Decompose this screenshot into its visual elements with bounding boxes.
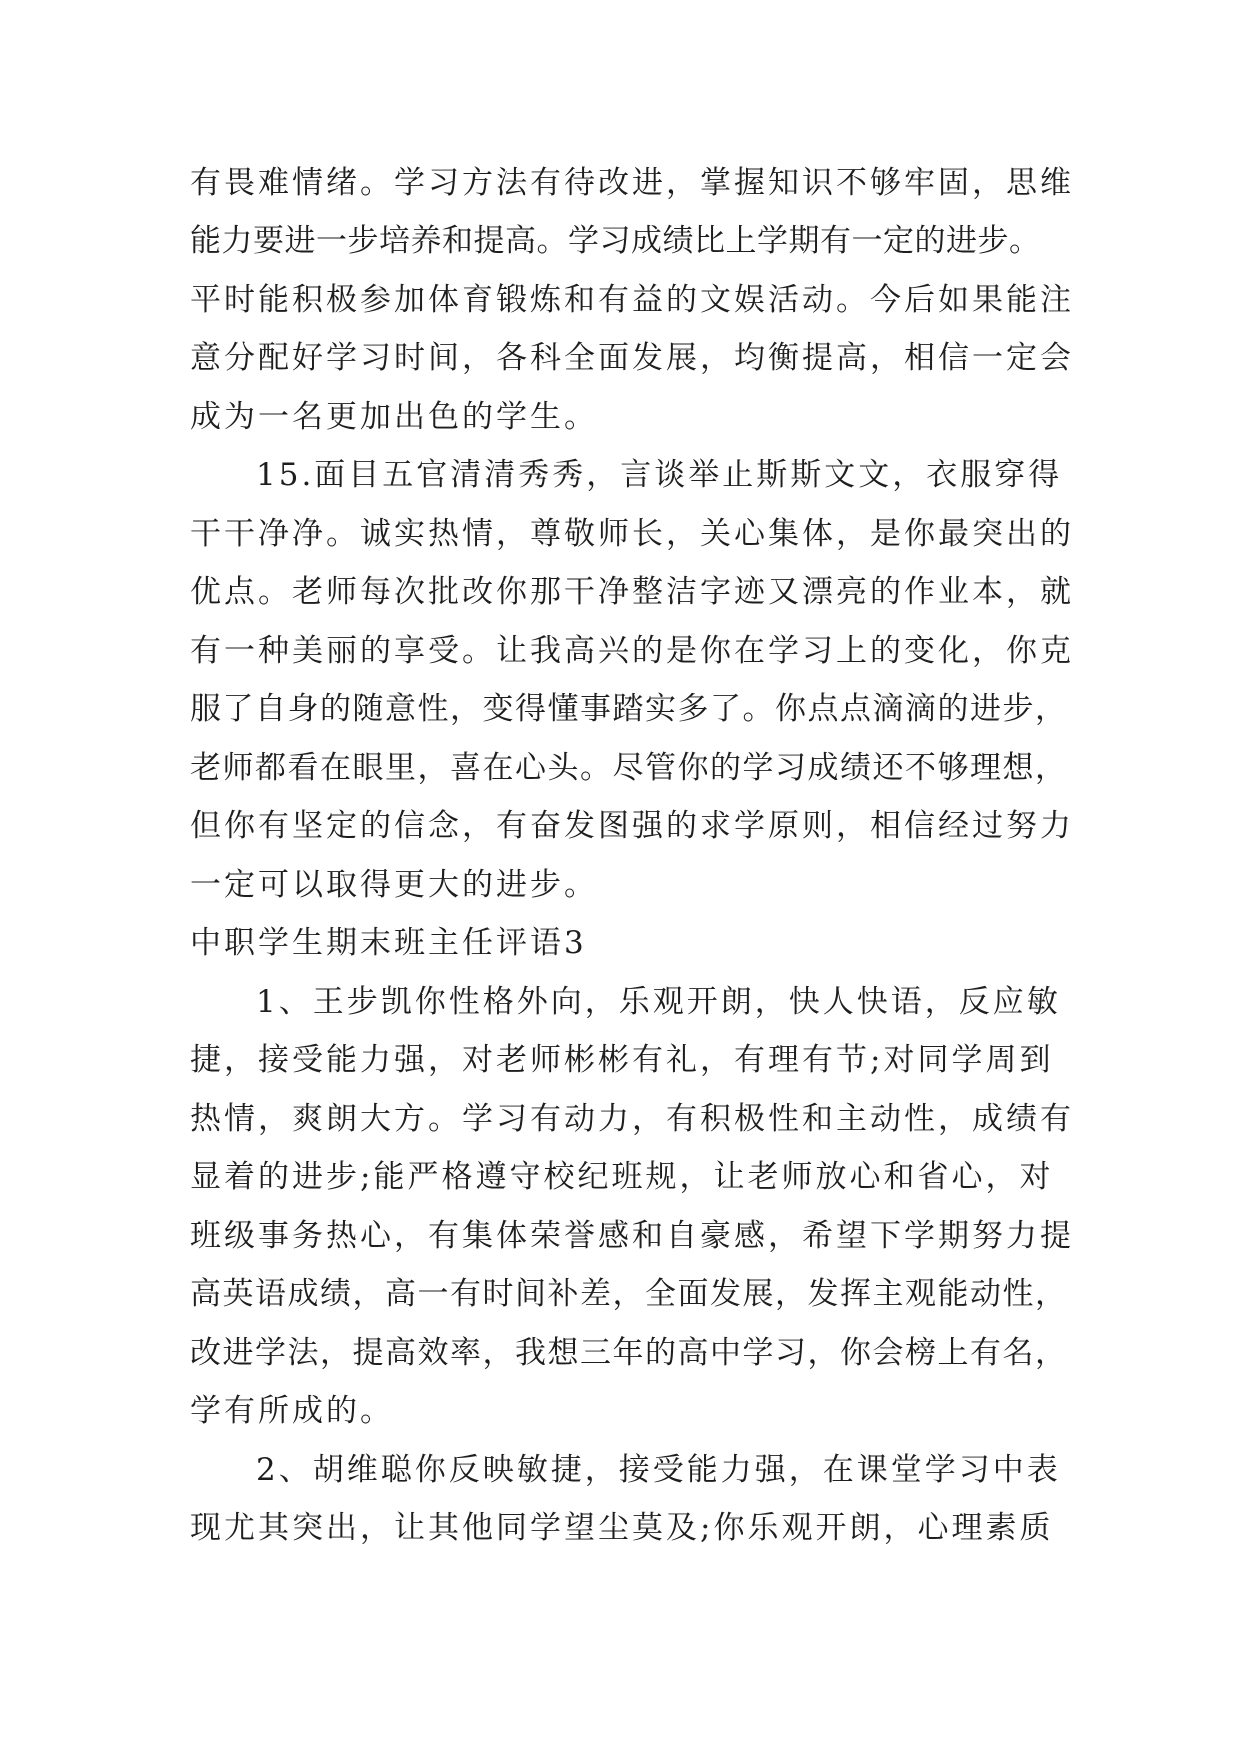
text-line: 现尤其突出，让其他同学望尘莫及;你乐观开朗，心理素质 — [190, 1510, 1054, 1546]
text-line: 有畏难情绪。学习方法有待改进，掌握知识不够牢固，思维 — [190, 165, 1074, 201]
text-line: 能力要进一步培养和提高。学习成绩比上学期有一定的进步。 — [190, 223, 1041, 259]
text-line: 捷，接受能力强，对老师彬彬有礼，有理有节;对同学周到 — [190, 1042, 1054, 1078]
text-line: 老师都看在眼里，喜在心头。尽管你的学习成绩还不够理想， — [190, 750, 1068, 786]
paragraph-first-line: 1、王步凯你性格外向，乐观开朗，快人快语，反应敏 — [256, 984, 1061, 1020]
text-line: 改进学法，提高效率，我想三年的高中学习，你会榜上有名， — [190, 1335, 1068, 1371]
text-line: 有一种美丽的享受。让我高兴的是你在学习上的变化，你克 — [190, 633, 1074, 669]
paragraph-first-line: 2、胡维聪你反映敏捷，接受能力强，在课堂学习中表 — [256, 1452, 1061, 1488]
text-line: 热情，爽朗大方。学习有动力，有积极性和主动性，成绩有 — [190, 1101, 1074, 1137]
text-line: 一定可以取得更大的进步。 — [190, 867, 598, 903]
text-line: 优点。老师每次批改你那干净整洁字迹又漂亮的作业本，就 — [190, 574, 1074, 610]
text-line: 高英语成绩，高一有时间补差，全面发展，发挥主观能动性， — [190, 1276, 1068, 1312]
text-line: 成为一名更加出色的学生。 — [190, 399, 598, 435]
text-line: 但你有坚定的信念，有奋发图强的求学原则，相信经过努力 — [190, 808, 1074, 844]
text-line: 显着的进步;能严格遵守校纪班规，让老师放心和省心，对 — [190, 1159, 1054, 1195]
text-line: 班级事务热心，有集体荣誉感和自豪感，希望下学期努力提 — [190, 1218, 1074, 1254]
text-line: 意分配好学习时间，各科全面发展，均衡提高，相信一定会 — [190, 340, 1074, 376]
section-heading: 中职学生期末班主任评语3 — [190, 925, 587, 961]
text-line: 平时能积极参加体育锻炼和有益的文娱活动。今后如果能注 — [190, 282, 1074, 318]
text-line: 服了自身的随意性，变得懂事踏实多了。你点点滴滴的进步， — [190, 691, 1068, 727]
text-line: 干干净净。诚实热情，尊敬师长，关心集体，是你最突出的 — [190, 516, 1074, 552]
paragraph-first-line: 15.面目五官清清秀秀，言谈举止斯斯文文，衣服穿得 — [256, 457, 1063, 493]
text-line: 学有所成的。 — [190, 1393, 394, 1429]
